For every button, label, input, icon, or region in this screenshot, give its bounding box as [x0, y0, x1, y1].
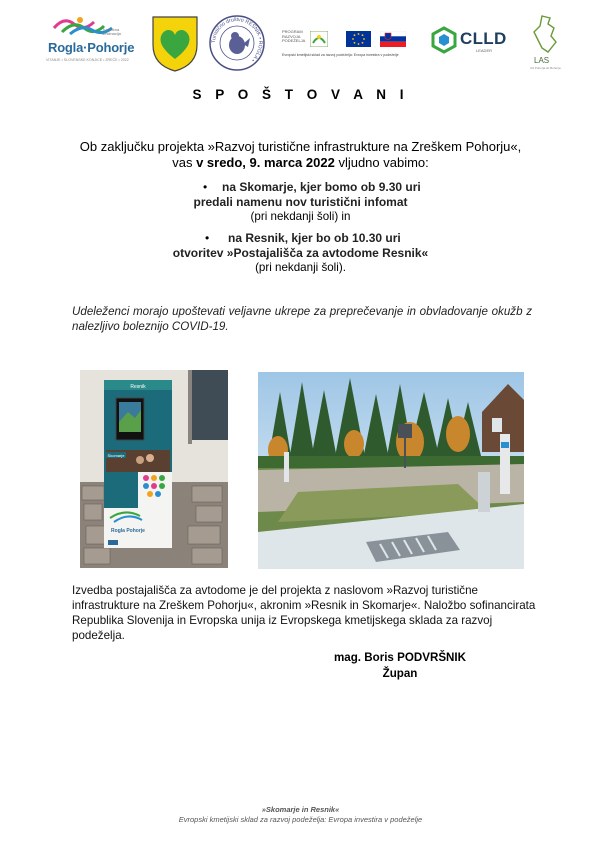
signature-block: [310, 650, 490, 682]
intro-line-2-pre: vas: [172, 155, 197, 170]
las-logo: [528, 14, 562, 72]
program-razvoja-text: PROGRAM RAZVOJA PODEŽELJA: [282, 29, 306, 43]
tdr-ring-text: Turistično društvo RESNIK • ROGLA •: [210, 16, 264, 63]
clld-logo: [430, 26, 520, 56]
intro-line-2-post: vljudno vabimo:: [334, 155, 429, 170]
rogla-pohorje-logo: [44, 14, 140, 72]
infomat-sign-text: Skomarje: [107, 453, 125, 458]
intro-line-2: [0, 155, 601, 171]
signature-role: Župan: [382, 667, 418, 680]
bullet-icon: •: [205, 231, 210, 245]
tdr-resnik-seal-icon: [208, 14, 266, 72]
eu-caption: Evropski kmetijski sklad za razvoj podeželja: Evropa investira v podeželje: [282, 53, 399, 57]
event-1-note: (pri nekdanji šoli) in: [250, 210, 351, 223]
page-title: S P O Š T O V A N I: [192, 87, 409, 102]
las-sub: Od Pohorja do Bohorja: [530, 66, 561, 70]
bullet-icon: •: [203, 180, 208, 194]
intro-line-1: Ob zaključku projekta »Razvoj turistične infrastrukture na Zreškem Pohorju«,: [79, 139, 522, 154]
clld-name: CLLD: [460, 29, 507, 48]
event-1-line-2: predali namenu nov turistični infomat: [193, 195, 408, 209]
intro-date: v sredo, 9. marca 2022: [196, 155, 335, 170]
infomat-header-text: Resnik: [130, 384, 146, 390]
event-2-line-1: na Resnik, kjer bo ob 10.30 uri: [228, 231, 401, 245]
footer-fund: Evropski kmetijski sklad za razvoj podeželja: Evropa investira v podeželje: [178, 815, 423, 824]
covid-note: Udeleženci morajo upoštevati veljavne ukrepe za preprečevanje in obvladovanje okužb z nalezljivo boleznijo COVID-19.: [72, 305, 532, 333]
event-2-note: (pri nekdanji šoli).: [255, 261, 346, 274]
rural-dev-icon: [310, 31, 328, 47]
eu-flag-icon: [346, 31, 371, 47]
event-1-line-1: na Skomarje, kjer bomo ob 9.30 uri: [222, 180, 421, 194]
rogla-small-text: Turistična destinacija: [102, 27, 121, 36]
footer-project: »Skomarje in Resnik«: [261, 805, 340, 814]
eu-program-logos: [282, 26, 424, 62]
clld-sub: LEADER: [476, 48, 493, 53]
crest-heart-icon: [150, 15, 200, 73]
rogla-name: Rogla·Pohorje: [48, 40, 135, 55]
rogla-subtitle: VITANJE • SLOVENSKE KONJICE • ZREČE • 2022: [46, 58, 129, 62]
camper-site-photo: [258, 372, 524, 569]
project-paragraph: Izvedba postajališča za avtodome je del projekta z naslovom »Razvoj turistične infrastrukture na Zreškem Pohorju«, akronim »Resnik in Skomarje«. Naložbo sofinancirata Republika Slovenija in Evropska unija iz Evropskega kmetijskega sklada za razvoj podeželja.: [72, 584, 536, 642]
event-2-line-2: otvoritev »Postajališča za avtodome Resnik«: [172, 246, 429, 260]
slovenia-flag-icon: [380, 31, 406, 47]
infomat-banner-text: Rogla Pohorje: [111, 528, 145, 534]
clld-emblem-icon: [430, 26, 458, 54]
las-name: LAS: [534, 56, 550, 65]
signature-name: mag. Boris PODVRŠNIK: [333, 651, 467, 664]
las-map-icon: [532, 14, 558, 54]
infomat-photo: [80, 370, 228, 568]
